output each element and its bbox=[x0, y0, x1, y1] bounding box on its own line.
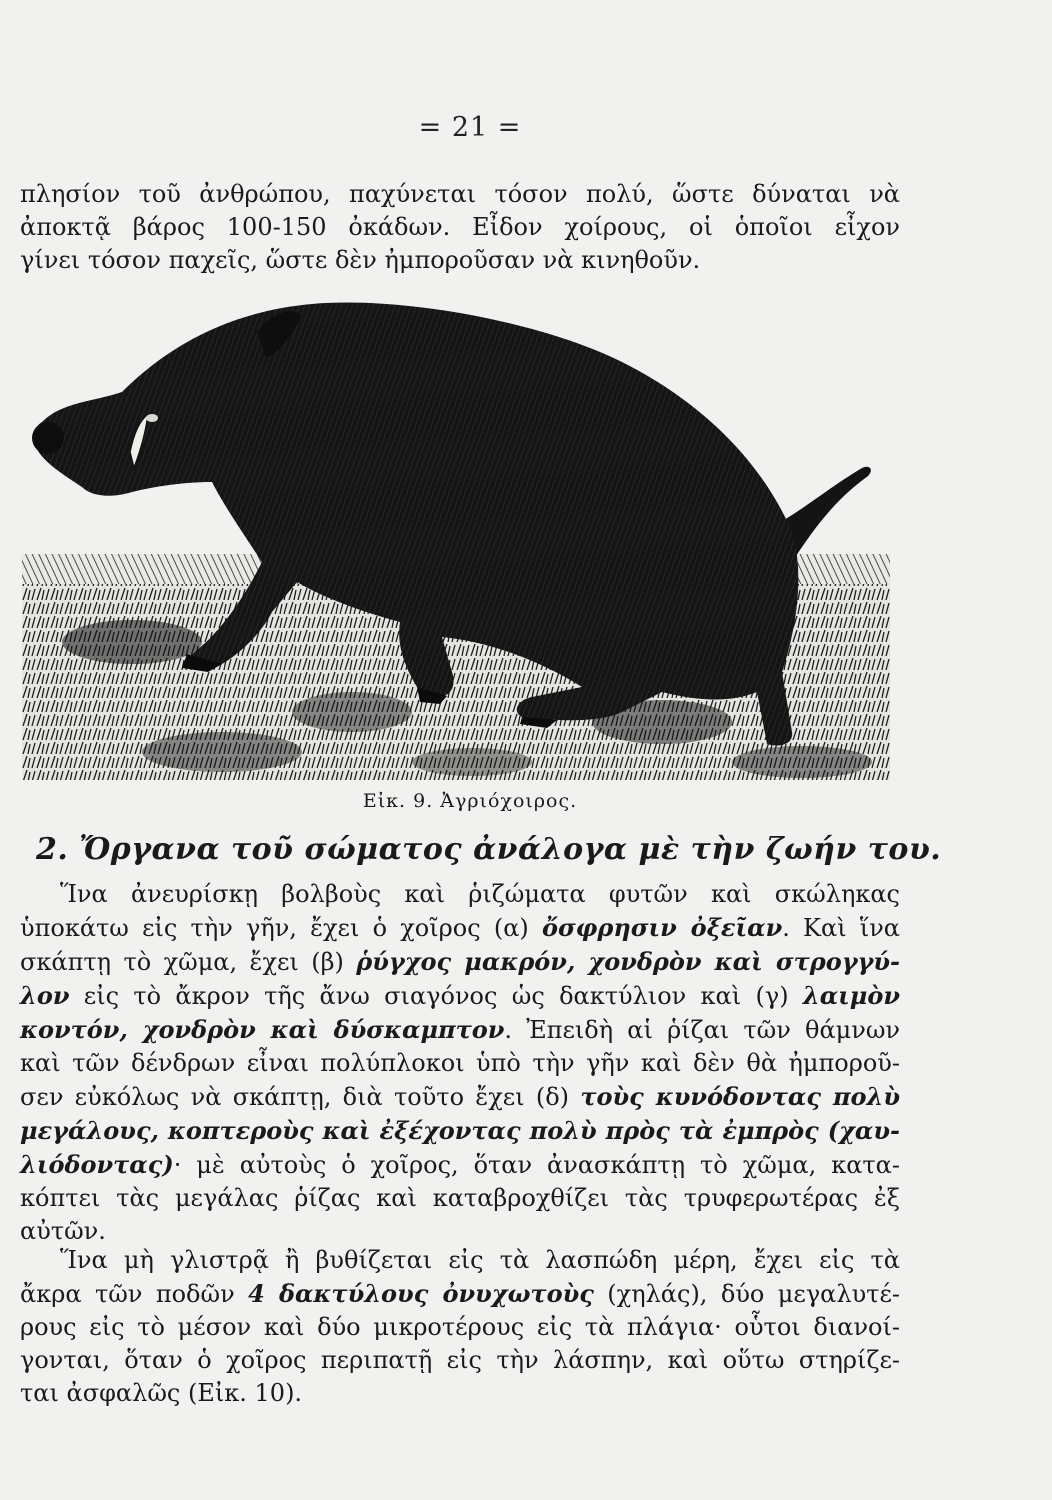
emphasis-text: τοὺς κυνόδοντας πολὺ bbox=[580, 1082, 900, 1111]
emphasis-text: 4 δακτύλους ὀνυχωτοὺς bbox=[248, 1279, 594, 1308]
text-line: κόπτει τὰς μεγάλας ῥίζας καὶ καταβροχθίζει τὰς τρυφερωτέρας ἐξ bbox=[20, 1184, 900, 1212]
paragraph-hooves bbox=[20, 1244, 900, 1410]
text-line: Ἵνα μὴ γλιστρᾷ ἢ βυθίζεται εἰς τὰ λασπώδη μέρη, ἔχει εἰς τὰ bbox=[60, 1246, 900, 1274]
emphasis-text: μεγάλους, κοπτεροὺς καὶ ἐξέχοντας πολὺ πρὸς τὰ ἐμπρὸς (χαυ- bbox=[20, 1116, 900, 1145]
paragraph-organs bbox=[20, 878, 900, 1248]
wild-boar-illustration bbox=[22, 292, 892, 782]
text-line: αὐτῶν. bbox=[20, 1217, 106, 1245]
text-line: πλησίον τοῦ ἀνθρώπου, παχύνεται τόσον πολύ, ὥστε δύναται νὰ bbox=[20, 180, 900, 208]
text-line: γίνει τόσον παχεῖς, ὥστε δὲν ἠμποροῦσαν νὰ κινηθοῦν. bbox=[20, 246, 701, 274]
page-number: = 21 = bbox=[418, 112, 522, 143]
text-line: λιόδοντας)· μὲ αὐτοὺς ὁ χοῖρος, ὅταν ἀνασκάπτῃ τὸ χῶμα, κατα- bbox=[20, 1150, 900, 1179]
text-line: ὑποκάτω εἰς τὴν γῆν, ἔχει ὁ χοῖρος (α) ὄσφρησιν ὀξεῖαν. Καὶ ἵνα bbox=[20, 913, 901, 942]
text-line: γονται, ὅταν ὁ χοῖρος περιπατῇ εἰς τὴν λάσπην, καὶ οὕτω στηρίζε- bbox=[20, 1346, 900, 1374]
text-line: σκάπτῃ τὸ χῶμα, ἔχει (β) ῥύγχος μακρόν, χονδρὸν καὶ στρογγύ- bbox=[20, 947, 900, 976]
text-line: καὶ τῶν δένδρων εἶναι πολύπλοκοι ὑπὸ τὴν γῆν καὶ δὲν θὰ ἠμποροῦ- bbox=[20, 1049, 900, 1077]
emphasis-text: λιόδοντας) bbox=[20, 1150, 174, 1179]
intro-paragraph bbox=[20, 178, 900, 277]
text-line: κοντόν, χονδρὸν καὶ δύσκαμπτον. Ἐπειδὴ αἱ ῥίζαι τῶν θάμνων bbox=[20, 1015, 900, 1044]
text-line: ἄκρα τῶν ποδῶν 4 δακτύλους ὀνυχωτοὺς (χηλάς), δύο μεγαλυτέ- bbox=[20, 1279, 900, 1308]
emphasis-text: κοντόν, χονδρὸν καὶ δύσκαμπτον bbox=[20, 1015, 505, 1044]
text-line bbox=[20, 1114, 900, 1148]
text-line: ται ἀσφαλῶς (Εἰκ. 10). bbox=[20, 1379, 303, 1407]
emphasis-text: λαιμὸν bbox=[802, 981, 900, 1010]
text-line: ἀποκτᾷ βάρος 100-150 ὀκάδων. Εἶδον χοίρους, οἱ ὁποῖοι εἶχον bbox=[20, 213, 900, 241]
text-line: λον εἰς τὸ ἄκρον τῆς ἄνω σιαγόνος ὡς δακτύλιον καὶ (γ) λαιμὸν bbox=[20, 981, 900, 1010]
emphasis-text: ὄσφρησιν ὀξεῖαν bbox=[541, 913, 783, 942]
text-line: σεν εὐκόλως νὰ σκάπτῃ, διὰ τοῦτο ἔχει (δ) τοὺς κυνόδοντας πολὺ bbox=[20, 1082, 900, 1111]
text-line: Ἵνα ἀνευρίσκῃ βολβοὺς καὶ ῥιζώματα φυτῶν καὶ σκώληκας bbox=[60, 880, 900, 908]
emphasis-text: λον bbox=[20, 981, 70, 1010]
figure-caption: Εἰκ. 9. Ἀγριόχοιρος. bbox=[362, 790, 578, 812]
emphasis-text: ῥύγχος μακρόν, χονδρὸν καὶ στρογγύ- bbox=[356, 947, 900, 976]
text-line: ρους εἰς τὸ μέσον καὶ δύο μικροτέρους εἰς τὰ πλάγια· οὗτοι διανοί- bbox=[20, 1313, 900, 1341]
section-heading: 2. Ὄργανα τοῦ σώματος ἀνάλογα μὲ τὴν ζωήν του. bbox=[36, 832, 942, 867]
